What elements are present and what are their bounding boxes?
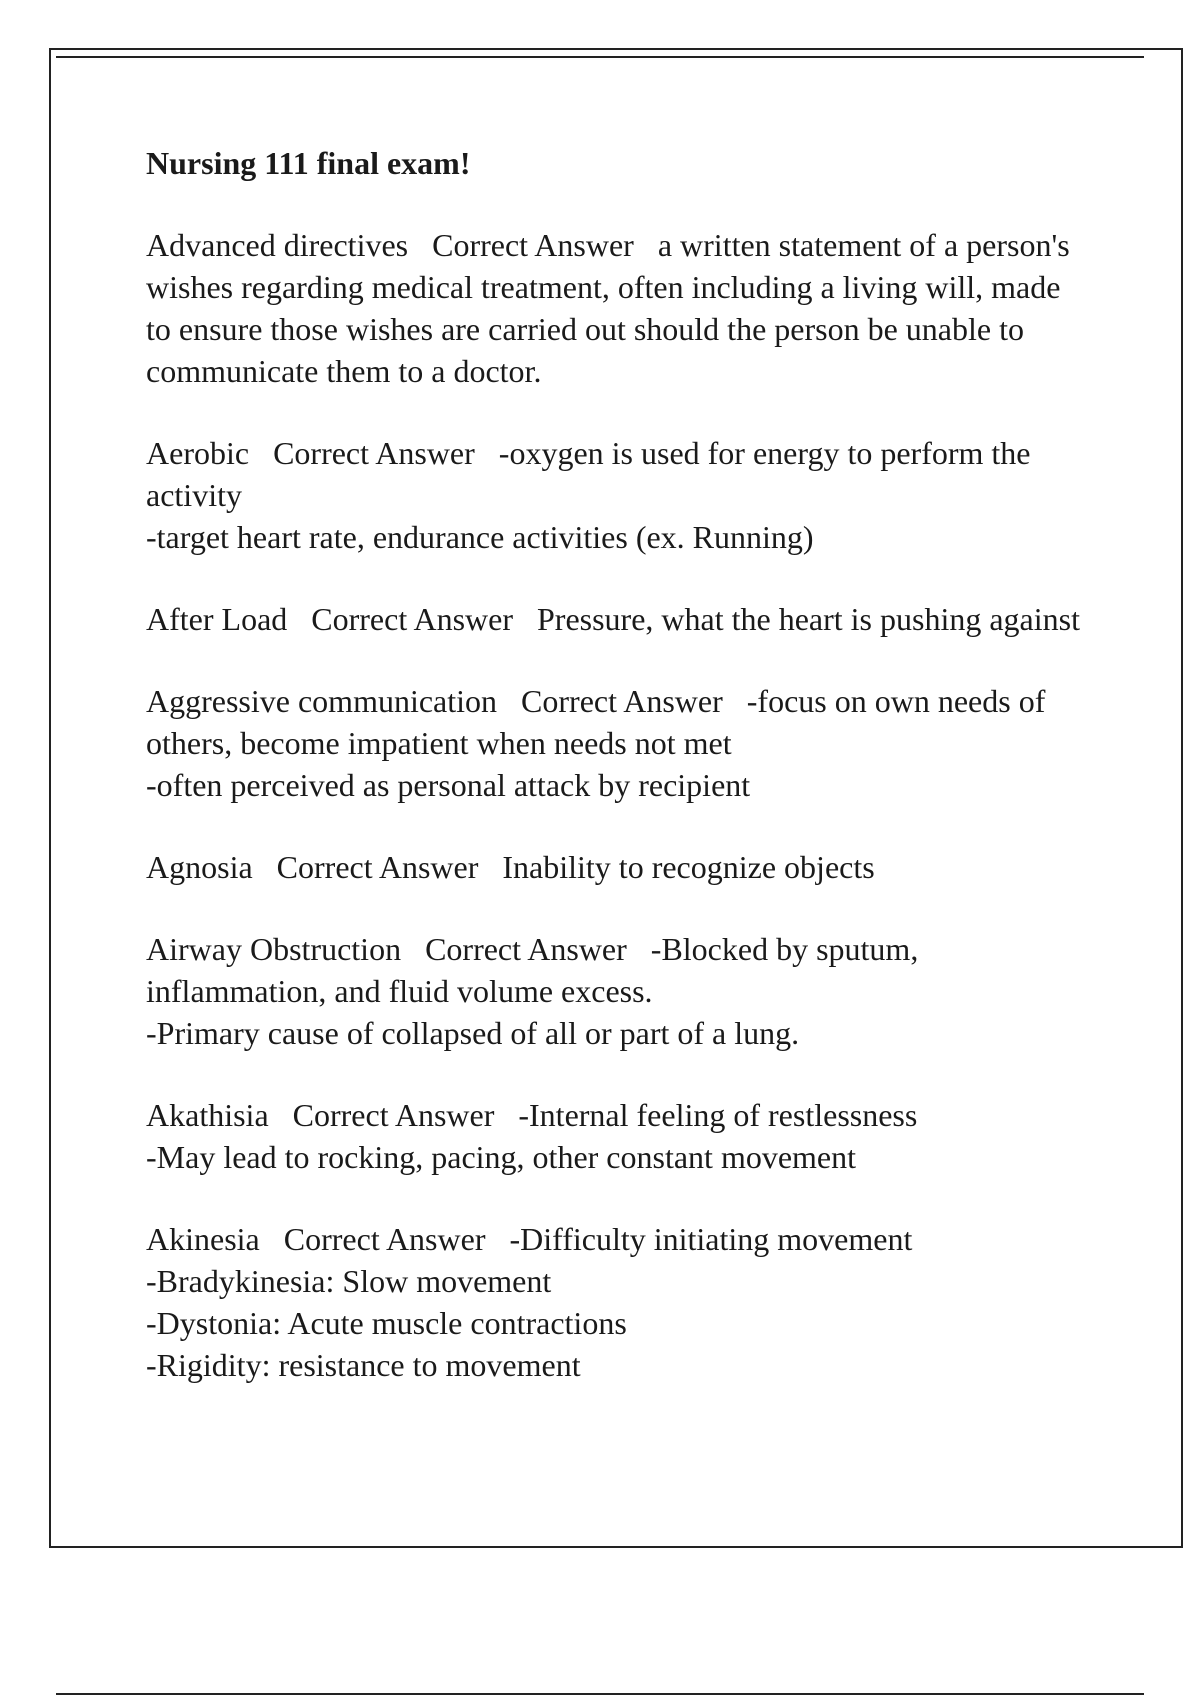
entry-definition-line: -Dystonia: Acute muscle contractions xyxy=(146,1305,627,1341)
entry-term: Airway Obstruction xyxy=(146,931,402,967)
entry-separator: Correct Answer xyxy=(273,435,475,471)
entry-definition-line: a written statement of a person's wishes regarding medical treatment, often including a living will, made to ensure those wishes are carried out should the person be unable to communicate them to a doctor. xyxy=(146,227,1070,389)
entry-term: Advanced directives xyxy=(146,227,409,263)
entry-definition-line: Inability to recognize objects xyxy=(502,849,875,885)
entry-term: Akathisia xyxy=(146,1097,269,1133)
entry-separator: Correct Answer xyxy=(521,683,723,719)
top-rule xyxy=(56,56,1144,58)
flashcard-entry xyxy=(146,928,1086,1054)
entry-separator: Correct Answer xyxy=(283,1221,486,1257)
entry-separator: Correct Answer xyxy=(432,227,634,263)
flashcard-entry xyxy=(146,1218,1086,1386)
entry-separator: Correct Answer xyxy=(292,1097,495,1133)
entry-definition-line: -often perceived as personal attack by recipient xyxy=(146,767,751,803)
entry-term: Aerobic xyxy=(146,435,250,471)
entry-separator: Correct Answer xyxy=(425,931,627,967)
entry-definition-line: -focus on own needs of others, become impatient when needs not met xyxy=(146,683,1046,761)
bottom-rule xyxy=(56,1693,1144,1695)
entry-definition-line: -Difficulty initiating movement xyxy=(509,1221,913,1257)
entry-definition-line: -Rigidity: resistance to movement xyxy=(146,1347,581,1383)
entry-term: Aggressive communication xyxy=(146,683,498,719)
flashcard-entry xyxy=(146,224,1086,392)
document-body xyxy=(146,142,1086,1426)
entry-term: Agnosia xyxy=(146,849,253,885)
flashcard-entry xyxy=(146,432,1086,558)
entry-definition-line: -Blocked by sputum, inflammation, and fluid volume excess. xyxy=(146,931,919,1009)
entry-definition-line: -Bradykinesia: Slow movement xyxy=(146,1263,552,1299)
flashcard-entry xyxy=(146,1094,1086,1178)
flashcard-entry xyxy=(146,846,1086,888)
entry-separator: Correct Answer xyxy=(311,601,513,637)
entry-definition-line: -oxygen is used for energy to perform the activity xyxy=(146,435,1031,513)
entry-definition-line: -Primary cause of collapsed of all or part of a lung. xyxy=(146,1015,800,1051)
entry-definition-line: Pressure, what the heart is pushing against xyxy=(536,601,1080,637)
flashcard-entry xyxy=(146,680,1086,806)
document-title: Nursing 111 final exam! xyxy=(146,145,471,181)
entry-separator: Correct Answer xyxy=(276,849,479,885)
flashcard-entry xyxy=(146,598,1086,640)
entry-term: Akinesia xyxy=(146,1221,260,1257)
entry-term: After Load xyxy=(146,601,288,637)
entry-definition-line: -target heart rate, endurance activities (ex. Running) xyxy=(146,519,814,555)
entry-definition-line: -Internal feeling of restlessness xyxy=(518,1097,918,1133)
entry-definition-line: -May lead to rocking, pacing, other constant movement xyxy=(146,1139,857,1175)
